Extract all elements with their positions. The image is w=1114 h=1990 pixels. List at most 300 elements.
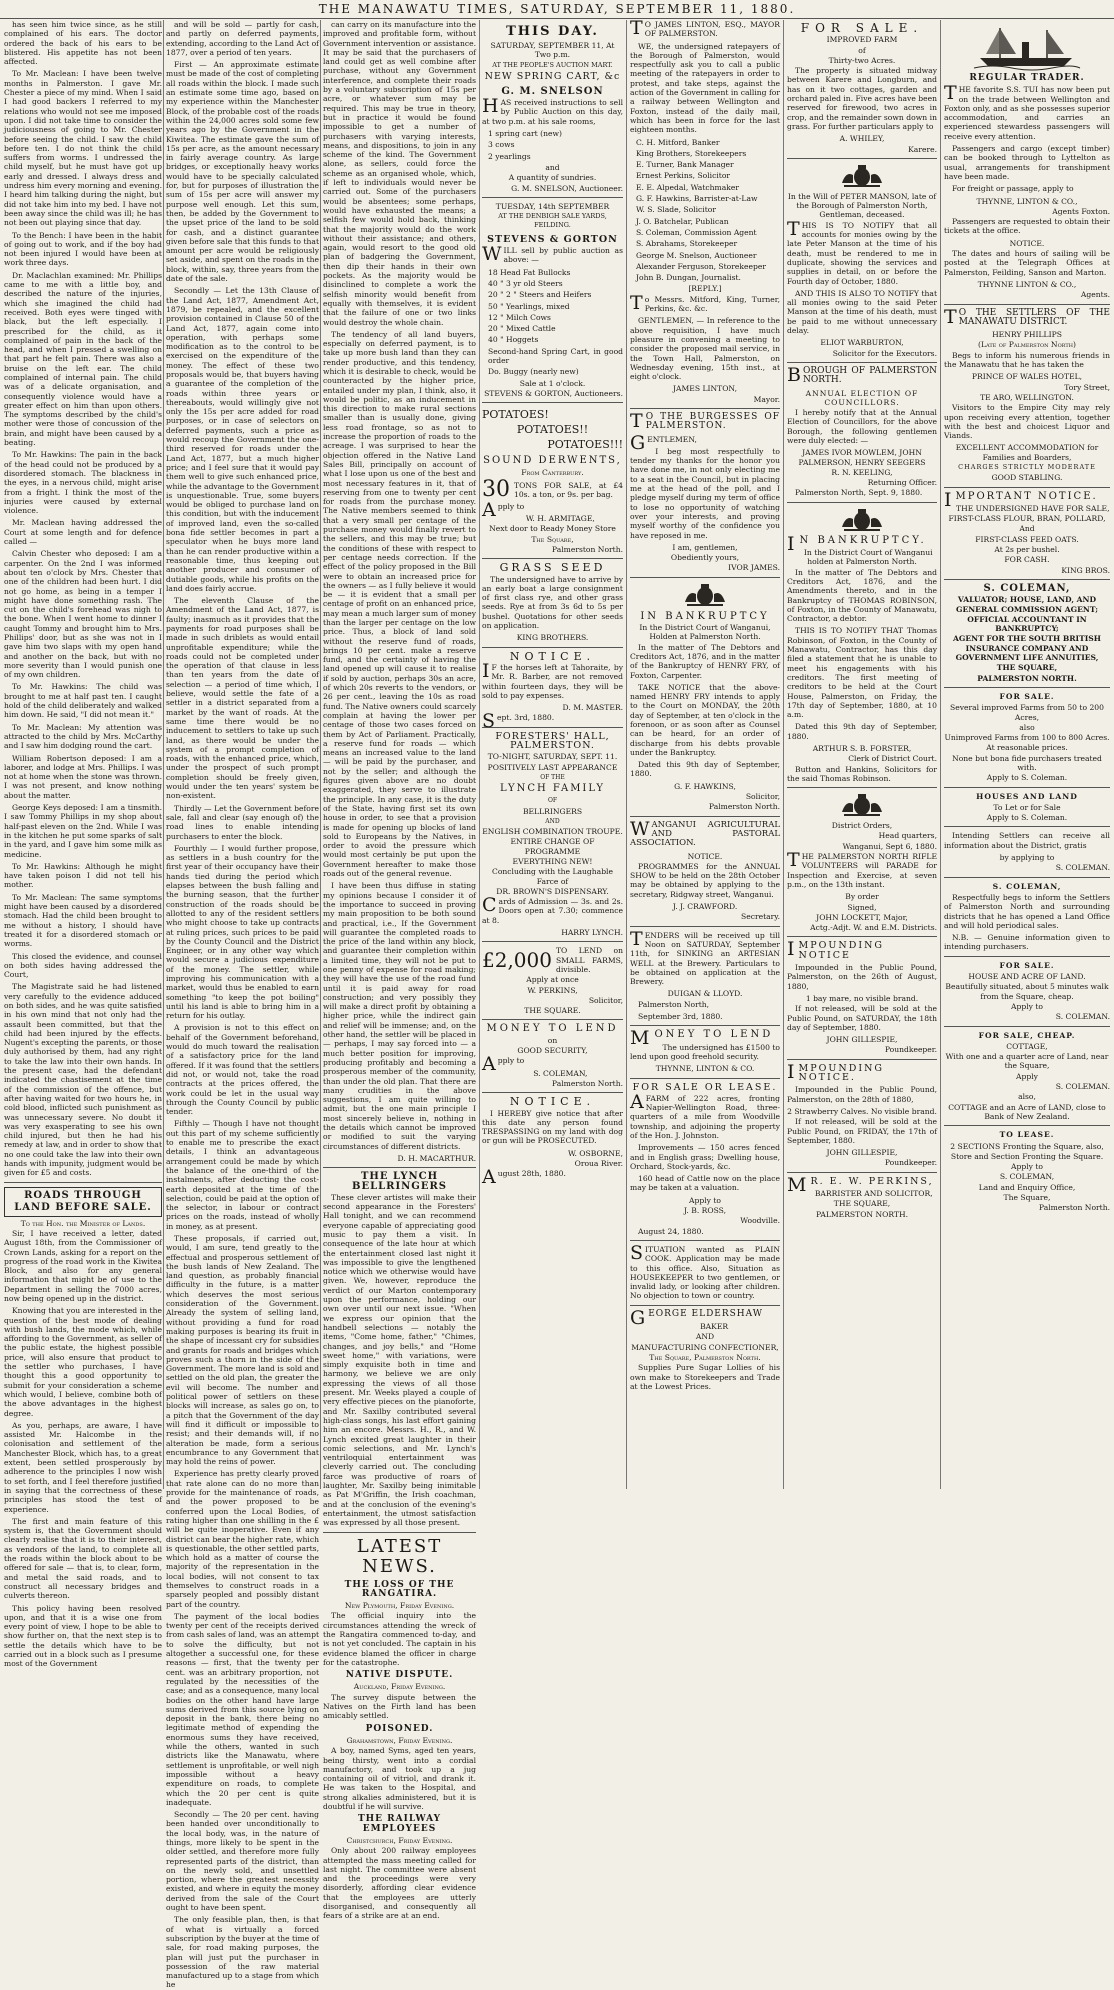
- royal-crest-icon: [836, 163, 888, 189]
- ad-line: AT THE DENBIGH SALE YARDS, FEILDING.: [498, 212, 607, 230]
- ad-line: Oroua River.: [574, 1159, 623, 1169]
- ad-line: Poundkeeper.: [884, 1158, 937, 1168]
- royal-crest-icon: [836, 792, 888, 818]
- column-rule: [940, 20, 941, 1489]
- paragraph: William Robertson deposed: I am a laborer, and lodge at Mrs. Phillips. I was not at home when the stone was thrown. I was not present, and know nothing about the matter.: [4, 753, 162, 800]
- ad-line: TO-NIGHT, SATURDAY, SEPT. 11.: [487, 752, 618, 762]
- ad-signature: THYNNE, LINTON & CO.,: [976, 196, 1078, 206]
- paragraph: The Magistrate said he had listened very carefully to the evidence adduced on both sides, and he was quite satisfied in his own mind that not only had the assault been committed, but that the child had been injured by the effects. Nugent's excepting the parents, or those duly authorised by them, had any right to take the law into their own hands. In the present case, had the defendant indicated the chastisement at the time of the commission of the offence, but after having waited for two hours he, in cold blood, inflicted such punishment as was unnecessary severe. No doubt it was very exasperating to see his own child injured, but then he had his remedy at law, and in order to show that no one could take the law into their own hands with impunity, judgment would be given for £5 and costs.: [4, 982, 162, 1178]
- divider: [482, 647, 623, 648]
- paragraph: Fifthly — Though I have not thought out this part of my scheme sufficiently to enable me to prescribe the exact details, I think an advantageous arrangement could be made by which the balance of the one-third of the instalments, after deducting the cost-earth deposited at the time of the selection, could be paid at the option of the selector, in labour or contract prices on the roads, instead of wholly in money, as at present.: [166, 1119, 319, 1231]
- paragraph: To Mr. Maclean: My attention was attracted to the child by Mrs. McCarthy and I saw him dodging round the cart.: [4, 722, 162, 751]
- ad-line: AND: [545, 817, 560, 825]
- ad-line: of: [858, 45, 866, 55]
- ad-line: VALUATOR; HOUSE, LAND, AND GENERAL COMMISSION AGENT;: [955, 595, 1099, 614]
- ad-body: Impounded in the Public Pound, Palmerston, on the 26th of August, 1880,: [787, 963, 937, 991]
- paragraph: To Mr. Maclean: I have been twelve months in Palmerston. I gave Mr. Chester a piece of my mind. When I said I had good backers I referred to my relations who would not see me imposed upon. I did not take time to consider the judiciousness of going to Mr. Chester before seeing the child. I saw the child before ten. I do not think the child suffers from worms. I undressed the child myself, but he must have got up early and dressed. I always dress and undress him every morning and evening. I heard him talking during the night, but did not take him into my bed. I have not been away since the child was ill; he has not been out playing since that day.: [4, 69, 162, 228]
- ad-body: The property is situated midway between Karere and Longburn, and has on it two cottages, garden and orchard paled in. Five acres have been reserved for firewood, two acres in crop, and the remainder sown down in grass. For further particulars apply to: [787, 66, 937, 131]
- ad-line: Returning Officer.: [867, 478, 937, 488]
- signatory: George M. Snelson, Auctioneer: [636, 250, 757, 260]
- signatory: S. Coleman, Commission Agent: [636, 227, 757, 237]
- paragraph: I have been thus diffuse in stating my opinions because I consider it of the importance to succeed in proving my main proposition to be both sound and practical, i.e., If the Government will guarantee the completed roads to the price of the land within any block, and guarantee their completion within a limited time, they will not be put to one penny of expense for road making; they will have the use of the road fund until it is paid away for road construction; and very possibly they will make a direct profit by obtaining a higher price, while the indirect gain and relief will be immense; and, on the other hand, the settler will be placed in — perhaps, I may say forced into — a much better position for improving, producing profitably and becoming a prosperous member of the community, than under the old plan. That there are many crudities in the above suggestions, I am quite willing to admit, but the one main principle I most sincerely believe in, nothing in the details which cannot be improved or modified to suit the varying circumstances of different districts.: [323, 881, 476, 1151]
- ad-line: JAMES IVOR MOWLEM, JOHN PALMERSON, HENRY SEEGERS: [798, 448, 926, 467]
- ad-heading: [REPLY.]: [688, 284, 722, 294]
- ad-heading: TO LEASE.: [999, 1130, 1055, 1140]
- ad-body: Passengers are requested to obtain their tickets at the office.: [944, 217, 1110, 236]
- divider: [482, 402, 623, 403]
- paragraph: To Mr. Hawkins: The child was brought to me at half past ten. I caught hold of the child deliberately and walked him down. He said, "I did not mean it.": [4, 682, 162, 720]
- ad-signature: HARRY LYNCH.: [561, 928, 623, 938]
- ad-body: In the Will of PETER MANSON, late of the Borough of Palmerston North, Gentleman, deceased.: [787, 191, 937, 220]
- ad-heading: STEVENS & GORTON: [487, 233, 618, 245]
- ad-line: Head quarters,: [878, 831, 937, 841]
- ad-line: THE SQUARE,: [833, 1199, 891, 1209]
- paragraph: First — An approximate estimate must be made of the cost of completing all roads within the block. I made such an estimate some time ago, based on my experience within the Manchester Block, of the probable cost of the roads within the 24,000 acres sold some few years ago by the Government in the Kiwitea. The estimate gave the sum of 15s per acre, as the amount necessary in fairly average country. As large bridges, or exceptionally heavy works would have to be specially calculated for, but for purposes of illustration the sum of 15s per acre will answer my purpose well enough. Let this sum, then, be added by the Government to the upset price of the land to be sold for cash, and a distinct guarantee given before sale that this funds to that amount per acre would be religiously set aside, and spent on the roads in the block, within, say, three years from the date of the sale.: [166, 60, 319, 284]
- ad-line: Woodville.: [740, 1216, 780, 1226]
- divider: [944, 687, 1110, 688]
- ad-body: TO LEND on SMALL FARMS, divisible.: [555, 946, 623, 974]
- ad-line: THE UNDERSIGNED HAVE FOR SALE,: [956, 503, 1110, 513]
- paragraph: As you, perhaps, are aware, I have assisted Mr. Halcombe in the colonisation and settlement of the Manchester Block, which has, to a great extent, been settled prosperously by adherence to the principles I now wish to set forth, and I feel therefore justified in saying that the correctness of these principles has stood the test of experience.: [4, 1420, 162, 1514]
- ad-line: THE SQUARE,: [996, 663, 1058, 673]
- ad-line: BAKER: [700, 1322, 729, 1332]
- ad-body: THIS IS TO NOTIFY THAT Thomas Robinson, of Foxton, in the County of Manawatu, Contractor, has this day filed a statement that he is unable to meet his engagements with his creditors. The first meeting of creditors to be held at the Court House, Palmerston, on Friday, the 17th day of September, 1880, at 10 a.m.: [787, 626, 937, 720]
- signatory: King Brothers, Storekeepers: [636, 148, 747, 158]
- ad-body: The undersigned has £1500 to lend upon good freehold security.: [630, 1042, 780, 1061]
- ad-line: Dated this 9th day of September, 1880.: [787, 722, 937, 741]
- ad-heading: MONEY TO LEND: [486, 1023, 619, 1035]
- ad-line: CHARGES STRICTLY MODERATE: [958, 462, 1096, 471]
- paragraph: George Keys deposed: I am a tinsmith. I saw Tommy Phillips in my shop about half-past eleven on the 2nd. While I was in the kitchen he put some sparks of salt in the yard, and I gave him some milk as medicine.: [4, 803, 162, 859]
- ad-line: Sept. 3rd, 1880.: [482, 710, 555, 733]
- divider: [630, 1305, 780, 1306]
- ad-signature: JAMES LINTON,: [672, 384, 737, 394]
- ad-item: 18 Head Fat Bullocks: [488, 267, 571, 277]
- ad-line: Wanganui, Sept 6, 1880.: [842, 841, 937, 851]
- ad-line: EXCELLENT ACCOMMODATION for Families and Boarders,: [955, 443, 1099, 462]
- paragraph: A provision is not to this effect on behalf of the Government beforehand, would do much toward the realisation of a satisfactory price for the land offered. If it was found that the settlers did not, or would not, take the road contracts at the prices offered, the work could be let in the usual way through the County Council by public tender.: [166, 1023, 319, 1117]
- article-heading: THE RAILWAY EMPLOYEES: [357, 1814, 442, 1834]
- ad-line: MANUFACTURING CONFECTIONER,: [631, 1342, 779, 1352]
- paragraph: The payment of the local bodies twenty per cent of the receipts derived from cash sales of land, was an attempt to solve the difficulty, but not altogether a successful one, for these reasons — first, that the twenty per cent. was an arbitrary proportion, not regulated by the necessities of the case; and as a consequence, many local bodies on the other hand have large sums derived from this source lying on deposit in the bank, there being no legitimate method of expending the enormous sums they have received, while the others, wanted in such districts like the Manawatu, where settlement is unprofitable, or well nigh impossible without a heavy expenditure on roads, to complete which the 20 per cent is quite inadequate.: [166, 1611, 320, 1807]
- ad-body: PROGRAMMES for the ANNUAL SHOW to be held on the 28th October may be obtained by applying to the secretary, Ridgway street, Wanganui.: [630, 861, 780, 899]
- ad-signature: S. COLEMAN,: [533, 1068, 588, 1078]
- paragraph: The official inquiry into the circumstances attending the wreck of the Rangatira commenced to-day, and is not yet concluded. The captain in his evidence blamed the officer in charge for the catastrophe.: [323, 1611, 476, 1667]
- ad-heading: POTATOES!!: [516, 423, 589, 437]
- ad-line: Dated this 9th day of September, 1880.: [630, 760, 780, 779]
- ad-heading: District Orders,: [831, 821, 893, 831]
- ad-heading: TO JAMES LINTON, ESQ., MAYOR OF PALMERSTON.: [630, 17, 780, 39]
- ad-line: September 3rd, 1880.: [638, 1012, 723, 1022]
- ad-signature: S. COLEMAN.: [1055, 1012, 1110, 1022]
- ad-line: 1 bay mare, no visible brand.: [805, 993, 919, 1003]
- column-rule: [783, 20, 784, 1489]
- divider: [630, 1240, 780, 1241]
- loan-row: [482, 946, 623, 974]
- signatory: Alexander Ferguson, Storekeeper: [636, 261, 766, 271]
- ad-heading: IN BANKRUPTCY.: [787, 532, 927, 555]
- divider: [323, 1532, 476, 1533]
- ad-line: AGENT FOR THE SOUTH BRITISH INSURANCE COMPANY AND GOVERNMENT LIFE ANNUITIES,: [953, 634, 1101, 663]
- ad-signature: ELIOT WARBURTON,: [820, 338, 904, 348]
- ad-heading: NOTICE.: [509, 1095, 596, 1109]
- paragraph: Mr. Maclean having addressed the Court at some length and for defence called —: [4, 518, 162, 547]
- column-court-report: [4, 20, 162, 1669]
- ad-heading: GRASS SEED: [499, 561, 606, 575]
- ad-body: IF the horses left at Tahoraite, by Mr. R. Barber, are not removed within fourteen days, they will be sold to pay expenses.: [482, 659, 623, 700]
- ad-body: Intending Settlers can receive all information about the District, gratis: [944, 831, 1110, 850]
- ad-body: THE PALMERSTON NORTH RIFLE VOLUNTEERS will PARADE for Inspection and Exercise, at seven p.m., on the 13th instant.: [787, 849, 937, 889]
- ad-line: August 24, 1880.: [638, 1226, 704, 1236]
- ad-line: COTTAGE,: [1006, 1041, 1048, 1051]
- ad-line: Actg.-Adjt. W. and E.M. Districts.: [810, 923, 937, 933]
- ad-heading: SOUND DERWENTS,: [483, 455, 622, 467]
- paragraph: Only about 200 railway employees attempted the mass meeting called for last night. The committee were absent and the proceedings were very disorderly, affording clear evidence that the employees are utterly disorganised, and consequently all fears of a strike are at an end.: [323, 1846, 476, 1921]
- ad-line: NOTICE.: [687, 851, 723, 861]
- ad-line: To Let or for Sale: [993, 802, 1061, 812]
- paragraph: This policy having been resolved upon, and that it is a wise one from every point of view, I hope to be able to show further on, that the next step is to settle the details which have to be carried out in a block such as I presume most of the Government: [4, 1603, 162, 1669]
- signature: D. H. MACARTHUR.: [397, 1153, 476, 1163]
- ad-heading: MONEY TO LEND: [630, 1027, 774, 1050]
- ad-line: LYNCH FAMILY: [500, 783, 605, 795]
- divider: [323, 1167, 476, 1168]
- divider: [944, 304, 1110, 305]
- ad-line: POSITIVELY LAST APPEARANCE: [487, 762, 618, 772]
- ad-line: Tory Street,: [1064, 382, 1110, 392]
- paragraph: To Mr. Maclean: The same symptoms might have been caused by a disordered stomach. Had the child been brought to me without a history, I should have treated it for a disordered stomach or worms.: [4, 892, 162, 949]
- ad-line: In the District Court of Wanganui, Holden at Palmerston North.: [639, 623, 771, 642]
- ad-heading: S. COLEMAN,: [983, 582, 1071, 594]
- tons-row: [482, 478, 623, 502]
- paragraph: These proposals, if carried out, would, I am sure, tend greatly to the effectual and prosperous settlement of the bush lands of New Zealand. The land question, as probably financial difficulty in the future, is a matter which deserves the most serious consideration of the Government. Already the system of selling land, without providing a fund for road making purposes is bearing its fruit in the shape of incessant cry for subsidies and grants for roads and bridges which proves such a thorn in the side of the Government. The more land is sold and settled on the old plan, the greater the evil will become. The number and political power of settlers on these blocks will increase, as sales go on, to a pitch that the Government of the day will find it difficult or impossible to resist; and their demands will, if no alteration be made, form a serious encumbrance to any Government that may hold the reins of power.: [166, 1234, 319, 1467]
- ad-body: COTTAGE and an Acre of LAND, close to Bank of New Zealand.: [948, 1102, 1106, 1121]
- ad-body: Supplies Pure Sugar Lollies of his own make to Storekeepers and Trade at the Lowest Prices.: [630, 1363, 780, 1391]
- ad-heading: BOROUGH OF PALMERSTON NORTH.: [787, 363, 937, 386]
- paragraph: This closed the evidence, and counsel on both sides having addressed the Court,: [4, 951, 162, 980]
- ad-signature: S. COLEMAN,: [999, 1172, 1055, 1182]
- ad-heading: IMPORTANT NOTICE.: [944, 488, 1098, 511]
- ad-line: GENTLEMEN,: [630, 431, 697, 454]
- column-rule: [479, 20, 480, 1489]
- divider: [787, 1059, 937, 1060]
- ad-item: and: [545, 162, 560, 172]
- paragraph: The tendency of all land buyers, especially on deferred payment, is to take up more bush land than they can render productive, and this tendency, which it is desirable to check, would be counteracted by the higher price, entailed under my plan, I think, also, it would be politic, as an inducement in this direction to make rural sections smaller than is usually done, giving less road frontage, so as not to increase the proportion of roads to the acreage. I was surprised to hear the objection offered in the Native Land Sales Bill, principally on account of what I lose upon us one of the best and most necessary features in it, that of reserving from one to twenty per cent for roads from the purchase money. The Native members seemed to think that a very small per centage of the purchase money would finally revert to the sellers, and this may be true; but the conditions of these with respect to per centage needs correction. If the effect of the policy proposed in the Bill were to obtain an increased price for the owners — as I fully believe it would be — it is evident that a small per centage of profit on an enhanced price, may mean a much larger sum of money than the larger per centage on the low price. Thus, a block of land sold without the reserve fund of roads, brings 10 per cent. make a reserve fund, and the certainty of having the land opened up will cause it to realise if sold by auction, perhaps 30s an acre, of which 20s reverts to the vendors, or 26 per cent., leaving the 10s as road fund. The Native owners could scarcely complain at having the lower per centage of those two cases forced on them by Act of Parliament. Practically, a reserve fund for roads — which means an increased value to the land — will be paid by the purchaser, and not by the seller; and although the figures given above are no doubt exaggerated, they serve to illustrate the principle. In any case, it is the duty of the State, having first set its own house in order, to see that a provision is made for opening up blocks of land sold to Europeans by the Natives, in order to avoid the pressure which would most certainly be put upon the Government hereafter to make those roads out of the general revenue.: [323, 329, 476, 879]
- ad-body: For freight or passage, apply to: [952, 184, 1074, 194]
- ad-heading: HOUSES AND LAND: [976, 791, 1078, 801]
- ad-body: I beg most respectfully to tender my thanks for the honor you have done me, in not only electing me to a seat in the Council, but in placing me at the head of the poll, and I pledge myself during my term of office to lose no opportunity of watching over your interests, and proving myself worthy of the confidence you have reposed in me.: [630, 446, 780, 540]
- ad-line: AND: [695, 1332, 715, 1342]
- ad-line: Apply to: [482, 1053, 525, 1076]
- ad-line: NOTICE.: [1009, 238, 1045, 248]
- ad-line: Apply to: [1011, 1162, 1043, 1172]
- divider: [630, 926, 780, 927]
- ad-body: HAS received instructions to sell by Public Auction on this day, at two p.m. at his sale rooms,: [482, 95, 623, 126]
- ad-heading: FOR SALE.: [999, 960, 1055, 970]
- signatory: J. O. Batchelar, Publican: [636, 216, 729, 226]
- divider: [482, 558, 623, 559]
- ad-heading: THIS DAY.: [506, 24, 599, 39]
- ad-line: Several improved Farms from 50 to 200 Acres,: [950, 703, 1104, 722]
- signatory: E. Turner, Bank Manager: [636, 160, 734, 170]
- ad-line: AT THE PEOPLE'S AUCTION MART.: [492, 60, 613, 69]
- ad-item: 20 " Mixed Cattle: [488, 324, 556, 334]
- ad-line: Karere.: [908, 144, 937, 154]
- ad-line: OF: [547, 797, 558, 805]
- ad-line: Thirty-two Acres.: [828, 55, 896, 65]
- ad-body: TAKE NOTICE that the above-named HENRY FRY intends to apply to the Court on MONDAY, the 20th day of September, at ten o'clock in the forenoon, or as soon after as Counsel can be heard, for an order of discharge from his debts provable under the Bankruptcy.: [630, 682, 780, 757]
- divider: [482, 197, 623, 198]
- ad-heading: POTATOES!!!: [547, 438, 623, 452]
- paragraph: Dr. Maclachlan examined: Mr. Phillips came to me with a little boy, and described the nature of the injuries, which she imagined the child had received. Both eyes were tinged with black, but the left especially. I prescribed for the child, as it complained of pain in the back of the head, and when I pressed a swelling on that part he felt pain. There was also a bruise on the left ear. The child complained of internal pain. The child was of a delicate organisation, and consequently violence would have a greater effect on him than upon others. The symptoms described by the child's mother were those of concussion of the brain, and might have been caused by a beating.: [4, 270, 162, 448]
- signatory: John B. Dungan, Journalist.: [636, 273, 741, 283]
- divider: [630, 408, 780, 409]
- address-line: To the Hon. the Minister of Lands.: [20, 1218, 146, 1228]
- ad-line: BARRISTER AND SOLICITOR,: [814, 1188, 933, 1198]
- ad-body: If not released, will be sold at the Public Pound, on SATURDAY, the 18th day of September, 1880.: [787, 1004, 937, 1032]
- ad-line: HOUSE AND ACRE OF LAND.: [968, 972, 1086, 982]
- ad-line: Palmerston North.: [708, 802, 780, 812]
- divider: [482, 727, 623, 728]
- ad-item: 12 " Milch Cows: [488, 312, 551, 322]
- ad-line: In the District Court of Wanganui holden at Palmerston North.: [803, 548, 933, 567]
- ad-signature: G. F. HAWKINS,: [674, 781, 736, 791]
- ad-signature: KING BROTHERS.: [516, 633, 589, 643]
- ad-item: A quantity of sundries.: [508, 173, 597, 183]
- ad-signature: S. COLEMAN.: [1055, 863, 1110, 873]
- paragraph: To Mr. Hawkins: The pain in the back of the head could not be produced by a disordered stomach. The blackness in the eyes, in a nervous child, might arise from a fright. I think the most of the injuries were caused by external violence.: [4, 450, 162, 516]
- ad-body: Respectfully begs to inform the Settlers of Palmerston North and surrounding districts that he has opened a Land Office and will hold periodical sales.: [944, 892, 1110, 930]
- ad-line: Apply to: [689, 1195, 721, 1205]
- ad-body: In the matter of The Debtors and Creditors Act, 1876, and in the matter of the Bankruptcy of HENRY FRY, of Foxton, Carpenter.: [630, 642, 780, 680]
- ad-item: 2 yearlings: [488, 151, 531, 161]
- signatory: S. Abrahams, Storekeeper: [636, 239, 738, 249]
- ad-body: Begs to inform his numerous friends in the Manawatu that he has taken the: [944, 350, 1110, 370]
- ad-body: WILL sell by public auction as above: —: [482, 243, 623, 266]
- paragraph: Secondly — Let the 13th Clause of the Land Act, 1877, Amendment Act, 1879, be repealed, and the excellent provision contained in Clause 50 of the Land Act, 1877, again come into operation, with perhaps some modification as to the control to be exercised on the expenditure of the money. The effect of these two proposals would be, that buyers having a guarantee of the completion of the roads within three years or thereabouts, would willingly give not only the 15s per acre added for road purposes, or in case of selectors on deferred payments, such a price as would recoup the Government the one-third reserved for roads under the Land Act, 1877, but a much higher price; and I feel sure that it would pay them well to give such enhanced price, while the advantage to the Government is unquestionable. True, some buyers would be obliged to purchase land on this condition, but with the inducement of improved land, even the so-called bona fide settler becomes in part a speculator when he buys more land than he can render productive within a reasonable time, thus keeping out another producer and consumer of dutiable goods, while his profits on the land does fairly accrue.: [166, 286, 319, 593]
- ad-line: Palmerston North,: [638, 999, 710, 1009]
- ad-body: AND THIS IS ALSO TO NOTIFY that all monies owing to the said Peter Manson at the time of his death, must be paid to me without unnecessary delay.: [787, 288, 937, 336]
- ad-line: The Square,: [531, 534, 574, 544]
- ad-line: Palmerston North, Sept. 9, 1880.: [795, 488, 923, 498]
- ad-heading: POTATOES!: [482, 408, 549, 422]
- ad-body: GENTLEMEN, — In reference to the above requisition, I have much pleasure in convening a meeting to consider the proposed mail service, in the Town Hall, Palmerston, on Wednesday evening, 15th inst., at eight o'clock.: [630, 316, 780, 382]
- paragraph: Fourthly — I would further propose, as settlers in a bush country for the first year of their occupancy have their hands tied during the period which elapses between the bush falling and the burning season, that the further construction of the roads should be allotted to any of the resident settlers who might choose to take up contracts at ruling prices, such prices to be paid by the County Council and the District Engineer, or in any other way which would secure a judicious expenditure of the money. The settler, while improving his communication with a market, would thus be enabled to earn something "to keep the pot boiling" until his land is able to bring him in a return for his outlay.: [166, 843, 319, 1021]
- ad-body: Impounded in the Public Pound, Palmerston, on the 28th of 1880,: [787, 1085, 937, 1104]
- ad-heading: G. M. SNELSON: [501, 85, 604, 97]
- divider: [787, 502, 937, 503]
- paragraph: Calvin Chester who deposed: I am a carpenter. On the 2nd I was informed about ten o'clock by Mrs. Chester that one of the children had been hurt. I did not go home, as being in a temper I might have done something rash. The cut on the child's forehead was nigh to the bone. When I went home to dinner I caught Tommy and brought him to Mrs. Phillips' door, but as she was not in I gave him two slaps with my open hand and another on the back, but with no more severity than I would punish one of my own children.: [4, 549, 162, 680]
- ad-body: Button and Hankins, Solicitors for the said Thomas Robinson.: [787, 764, 937, 783]
- ad-line: Land and Enquiry Office,: [978, 1182, 1076, 1192]
- column-shipping-agents: [944, 20, 1110, 1489]
- ad-line: Secretary.: [741, 912, 780, 922]
- paragraph: Experience has pretty clearly proved that rate alone can do no more than provide for the maintenance of roads, and the power proposed to be conferred upon the Local Bodies, of rating higher than one shilling in the £ will be quite inoperative. Even if any district can bear the higher rate, which is questionable, the other settled parts, which hold as a matter of course the majority of the representation in the local bodies, will not consent to tax themselves to construct roads in a sparsely peopled and possibly distant part of the country.: [166, 1469, 319, 1609]
- ad-line: by applying to: [999, 853, 1055, 863]
- ad-line: Obediently yours,: [670, 553, 740, 563]
- ad-line: Sale at 1 o'clock.: [519, 378, 586, 388]
- ad-body: N.B. — Genuine information given to intending purchasers.: [944, 933, 1110, 952]
- ad-signature: JOHN GILLESPIE,: [826, 1148, 898, 1158]
- dateline: Grahamstown, Friday Evening.: [346, 1735, 453, 1745]
- paragraph: The only feasible plan, then, is that of what is virtually a forced subscription by the buyer at the time of sale, for road making purposes, the plan will just put the purchaser in possession of the raw material manufactured up to a stage from which he: [166, 1915, 319, 1990]
- paragraph: Knowing that you are interested in the question of the best mode of dealing with bush lands, the mode which, while affording to the Government, as seller of the public estate, the highest possible price, will also ensure that product to the settler who purchases, I have thought this a good opportunity to submit for your consideration a scheme which would, I believe, combine both of the above advantages in the highest degree.: [4, 1306, 162, 1418]
- paragraph: The first and main feature of this system is, that the Government should clearly realise that it is to their interest, as vendors of the land, to complete all the roads within the block about to be offered for sale — that is, to clear, form, and metal the said roads, and to construct all necessary bridges and culverts thereon.: [4, 1516, 162, 1601]
- ad-line: The Square,: [1003, 1192, 1051, 1202]
- divider: [4, 1182, 162, 1183]
- ad-line: At reasonable prices.: [986, 743, 1068, 753]
- ad-heading: IMPOUNDING NOTICE.: [787, 1060, 885, 1084]
- ad-item: Second-hand Spring Cart, in good order: [488, 346, 623, 366]
- ad-heading: REGULAR TRADER.: [969, 73, 1085, 83]
- ad-heading: FORESTERS' HALL, PALMERSTON.: [495, 730, 610, 752]
- signatory: E. E. Alpedal, Watchmaker: [636, 182, 739, 192]
- divider: [630, 816, 780, 817]
- ad-line: Signed,: [847, 902, 877, 912]
- ad-heading: FOR SALE.: [800, 21, 924, 35]
- ad-heading: S. COLEMAN,: [992, 881, 1062, 891]
- ad-line: ENGLISH COMBINATION TROUPE.: [482, 827, 623, 837]
- ad-signature: G. M. SNELSON, Auctioneer.: [511, 183, 623, 193]
- ad-heading: FOR SALE.: [999, 691, 1055, 701]
- divider: [482, 941, 623, 942]
- paragraph: can carry on its manufacture into the improved and profitable form, without Government intervention or assistance. It may be said that the purchasers of land could get as well combine after purchase, without any Government interference, and complete their roads by a voluntary subscription of 15s per acre, or whatever sum may be required. This may be true in theory, but in practice it would be found impossible to get a number of purchasers with varying interests, means, and dispositions, to join in any scheme of the kind. The Government alone, as sellers, could force the scheme as an organised whole, which, if left to individuals would never be carried out. Some of the purchasers would be absentees; some perhaps, would have exhausted the means; a selfish few would hold back, thinking that the majority would do the work without their assistance; and others, again, would resort to the good old plan of badgering the Government, then dip their hands in their own pockets. As the majority would be disinclined to complete a work the selfish minority would benefit from equally with themselves, it is evident that the failure of one or two links would destroy the whole chain.: [323, 20, 476, 327]
- ad-body: Passengers and cargo (except timber) can be booked through to Lyttelton as usual, arrangements for transhipment have been made.: [944, 144, 1110, 181]
- paragraph: Sir, I have received a letter, dated August 18th, from the Commissioner of Crown Lands, asking for a report on the progress of the road work in the Kiwitea Block, and also for any general information that might be of use to the Department in selling the 7000 acres, now being opened up in the district.: [4, 1228, 162, 1303]
- ad-body: THIS IS TO NOTIFY that all accounts for monies owing by the late Peter Manson at the time of his death, must be rendered to me in duplicate, showing the services and supplies in detail, on or before the Fourth day of October, 1880.: [787, 217, 937, 286]
- ad-heading: NOTICE.: [509, 649, 596, 663]
- ad-signature: W. OSBORNE,: [568, 1148, 623, 1158]
- signatory: G. F. Hawkins, Barrister-at-Law: [636, 194, 758, 204]
- ad-heading: IN BANKRUPTCY: [640, 610, 770, 622]
- divider: [630, 1025, 780, 1026]
- ad-line: ENTIRE CHANGE OF PROGRAMME: [510, 837, 595, 856]
- column-auctions: [482, 20, 623, 1489]
- ad-signature: J. J. CRAWFORD.: [672, 902, 738, 912]
- ad-line: Next door to Ready Money Store: [489, 524, 616, 534]
- ad-signature: KING BROS.: [1061, 565, 1110, 575]
- ad-body: AFARM of 222 acres, fronting Napier-Wellington Road, three-quarters of a mile from Woodville township, and adjoining the property of the Hon. J. Johnston.: [630, 1090, 780, 1140]
- ad-line: PALMERSTON NORTH.: [815, 1209, 909, 1219]
- ad-signature: D. M. MASTER.: [562, 703, 623, 713]
- column-legal: [787, 20, 937, 1489]
- ad-line: on: [547, 1035, 558, 1045]
- ad-line: Poundkeeper.: [884, 1045, 937, 1055]
- ad-signature: J. B. ROSS,: [683, 1206, 727, 1216]
- ad-line: FIRST-CLASS FLOUR, BRAN, POLLARD,: [948, 514, 1106, 524]
- ad-item: 50 " Yearlings, mixed: [488, 301, 570, 311]
- divider: [630, 577, 780, 578]
- ad-line: SATURDAY, SEPTEMBER 11, At Two p.m.: [490, 41, 615, 60]
- ad-signature: THYNNE, LINTON & CO.: [655, 1064, 755, 1074]
- ad-signature: R. N. KEELING,: [831, 467, 893, 477]
- ad-line: Palmerston North.: [1038, 1203, 1110, 1213]
- divider: [944, 487, 1110, 488]
- ad-line: 2 SECTIONS Fronting the Square, also,: [950, 1141, 1104, 1151]
- ad-body: Improvements — 150 acres fenced and in English grass; Dwelling house, Orchard, Stock-yards, &c.: [630, 1143, 780, 1171]
- divider: [787, 362, 937, 363]
- ad-line: Store and Section Fronting the Square.: [950, 1151, 1104, 1161]
- divider: [944, 787, 1110, 788]
- column-notices: [630, 17, 780, 1489]
- ad-body: In the matter of The Debtors and Creditors Act, 1876, and the Amendments thereto, and in the Bankruptcy of THOMAS ROBINSON, of Foxton, in the County of Manawatu, Contractor, a debtor.: [787, 567, 937, 624]
- ad-line: And: [1019, 524, 1035, 534]
- ad-line: From Canterbury.: [521, 467, 584, 477]
- ad-line: Clerk of District Court.: [848, 754, 937, 764]
- ad-line: NEW SPRING CART, &c: [484, 70, 621, 82]
- paragraph: The eleventh Clause of the Amendment of the Land Act, 1877, is faulty; inasmuch as it provides that the payments for road purposes shall be made in such driblets as would entail unprofitable expenditure; while the roads could not be completed under the operation of that clause in less than ten years from the date of selection — a period of time which, I believe, would settle the fate of a settler in a district separated from a market by the want of roads. At the same time there would be no inducement to settlers to take up such land, as there would be under the system of a prompt completion of roads, with the enhanced price, which, under the prospect of such prompt completion should be freely given, would under the ten years' system be non-existent.: [166, 596, 319, 801]
- divider: [787, 158, 937, 159]
- ad-body: Cards of Admission — 3s. and 2s. Doors open at 7.30; commence at 8.: [482, 894, 623, 925]
- masthead: THE MANAWATU TIMES, SATURDAY, SEPTEMBER 11, 1880.: [0, 0, 1114, 19]
- ad-body: TENDERS will be received up till Noon on SATURDAY, September 11th, for SINKING an ARTESIAN WELL at the Brewery. Particulars to be obtained on application at the Brewery.: [630, 927, 780, 987]
- ad-item: 3 cows: [488, 140, 515, 150]
- ad-body: Beautifully situated, about 5 minutes walk from the Square, cheap.: [945, 982, 1109, 1001]
- ad-signature: Apply to S. Coleman.: [986, 813, 1068, 823]
- ad-signature: Apply to S. Coleman.: [986, 773, 1068, 783]
- article-heading: THE LYNCH BELLRINGERS: [352, 1171, 447, 1192]
- ad-line: Solicitor for the Executors.: [832, 348, 937, 358]
- ad-line: At 2s per bushel.: [994, 545, 1060, 555]
- dateline: Christchurch, Friday Evening.: [346, 1835, 453, 1845]
- ad-item: 20 " 2 " Steers and Heifers: [488, 290, 592, 300]
- ad-line: Palmerston North.: [551, 544, 623, 554]
- dateline: New Plymouth, Friday Evening.: [344, 1601, 455, 1611]
- ad-signature: JOHN LOCKETT, Major,: [816, 912, 908, 922]
- divider: [787, 787, 937, 788]
- ad-line: EVERYTHING NEW!: [512, 857, 593, 866]
- ad-line: PRINCE OF WALES HOTEL,: [971, 372, 1083, 382]
- potatoes-block: [482, 407, 623, 452]
- ad-line: Apply at once: [526, 975, 579, 985]
- ad-line: DR. BROWN'S DISPENSARY.: [496, 886, 609, 896]
- paragraph: Thirdly — Let the Government before sale, fall and clear (say enough of) the road lines to enable intending purchasers to enter the block.: [166, 803, 319, 841]
- ad-line: 2 Strawberry Calves. No visible brand.: [787, 1106, 937, 1116]
- ad-line: GOOD SECURITY,: [517, 1046, 588, 1056]
- divider: [944, 826, 1110, 827]
- royal-crest-icon: [836, 507, 888, 533]
- ad-signature: STEVENS & GORTON, Auctioneers.: [484, 388, 623, 398]
- ad-heading: MR. E. W. PERKINS,: [787, 1173, 934, 1196]
- ad-line: Solicitor,: [745, 792, 780, 802]
- royal-crest-icon: [679, 582, 731, 608]
- divider: [787, 1172, 937, 1173]
- ad-body: TONS FOR SALE, at £4 10s. a ton, or 9s. per bag.: [514, 480, 623, 499]
- ad-line: FIRST-CLASS FEED OATS.: [975, 534, 1079, 544]
- column-roads-letter: [166, 20, 320, 1990]
- ad-line: ANNUAL ELECTION OF COUNCILLORS.: [805, 388, 919, 407]
- divider: [630, 1078, 780, 1079]
- ad-body: I hereby notify that at the Annual Election of Councillors, for the above Borough, the following gentlemen were duly elected: —: [787, 408, 937, 445]
- ad-signature: A. WHILEY,: [839, 134, 885, 144]
- paragraph: Secondly — The 20 per cent. having been handed over unconditionally to the local body, was, in the nature of things, more likely to be spent in the older settled, and therefore more fully represented parts of the district, than on the newly sold, and unsettled portion, where the greatest necessity existed, and where in equity the money derived from the sale of the Court ought to have been spent.: [166, 1810, 319, 1913]
- ad-item: Do. Buggy (nearly new): [488, 367, 579, 377]
- ad-body: If not released, will be sold at the Public Pound, on FRIDAY, the 17th of September, 1880.: [787, 1117, 937, 1145]
- ad-body: The dates and hours of sailing will be posted at the Telegraph Offices at Palmerston, Feilding, Sanson and Marton.: [944, 249, 1110, 277]
- paragraph: and will be sold — partly for cash, and partly on deferred payments, extending, according to the Land Act of 1877, over a period of ten years.: [166, 20, 319, 57]
- ad-signature: DUIGAN & LLOYD.: [667, 989, 743, 999]
- ad-body: With one and a quarter acre of Land, near the Square,: [945, 1052, 1109, 1071]
- ad-line: Agents Foxton.: [1052, 206, 1110, 216]
- ad-line: By order: [845, 892, 879, 902]
- ad-line: None but bona fide purchasers treated with.: [952, 753, 1102, 772]
- column-letter-news: [323, 20, 476, 1921]
- ad-line: To Messrs. Mitford, King, Turner, Perkins, &c. &c.: [630, 291, 780, 314]
- ad-signature: IVOR JAMES.: [728, 563, 780, 573]
- ad-item: 40 " Hoggets: [488, 335, 539, 345]
- ad-line: Palmerston North.: [551, 1078, 623, 1088]
- ad-body: SITUATION wanted as PLAIN COOK. Application may be made to this office. Also, Situation as HOUSEKEEPER to two gentlemen, or invalid lady, or looking after children. No objection to town or country.: [630, 1241, 780, 1301]
- ad-line: TUESDAY, 14th SEPTEMBER: [495, 201, 610, 211]
